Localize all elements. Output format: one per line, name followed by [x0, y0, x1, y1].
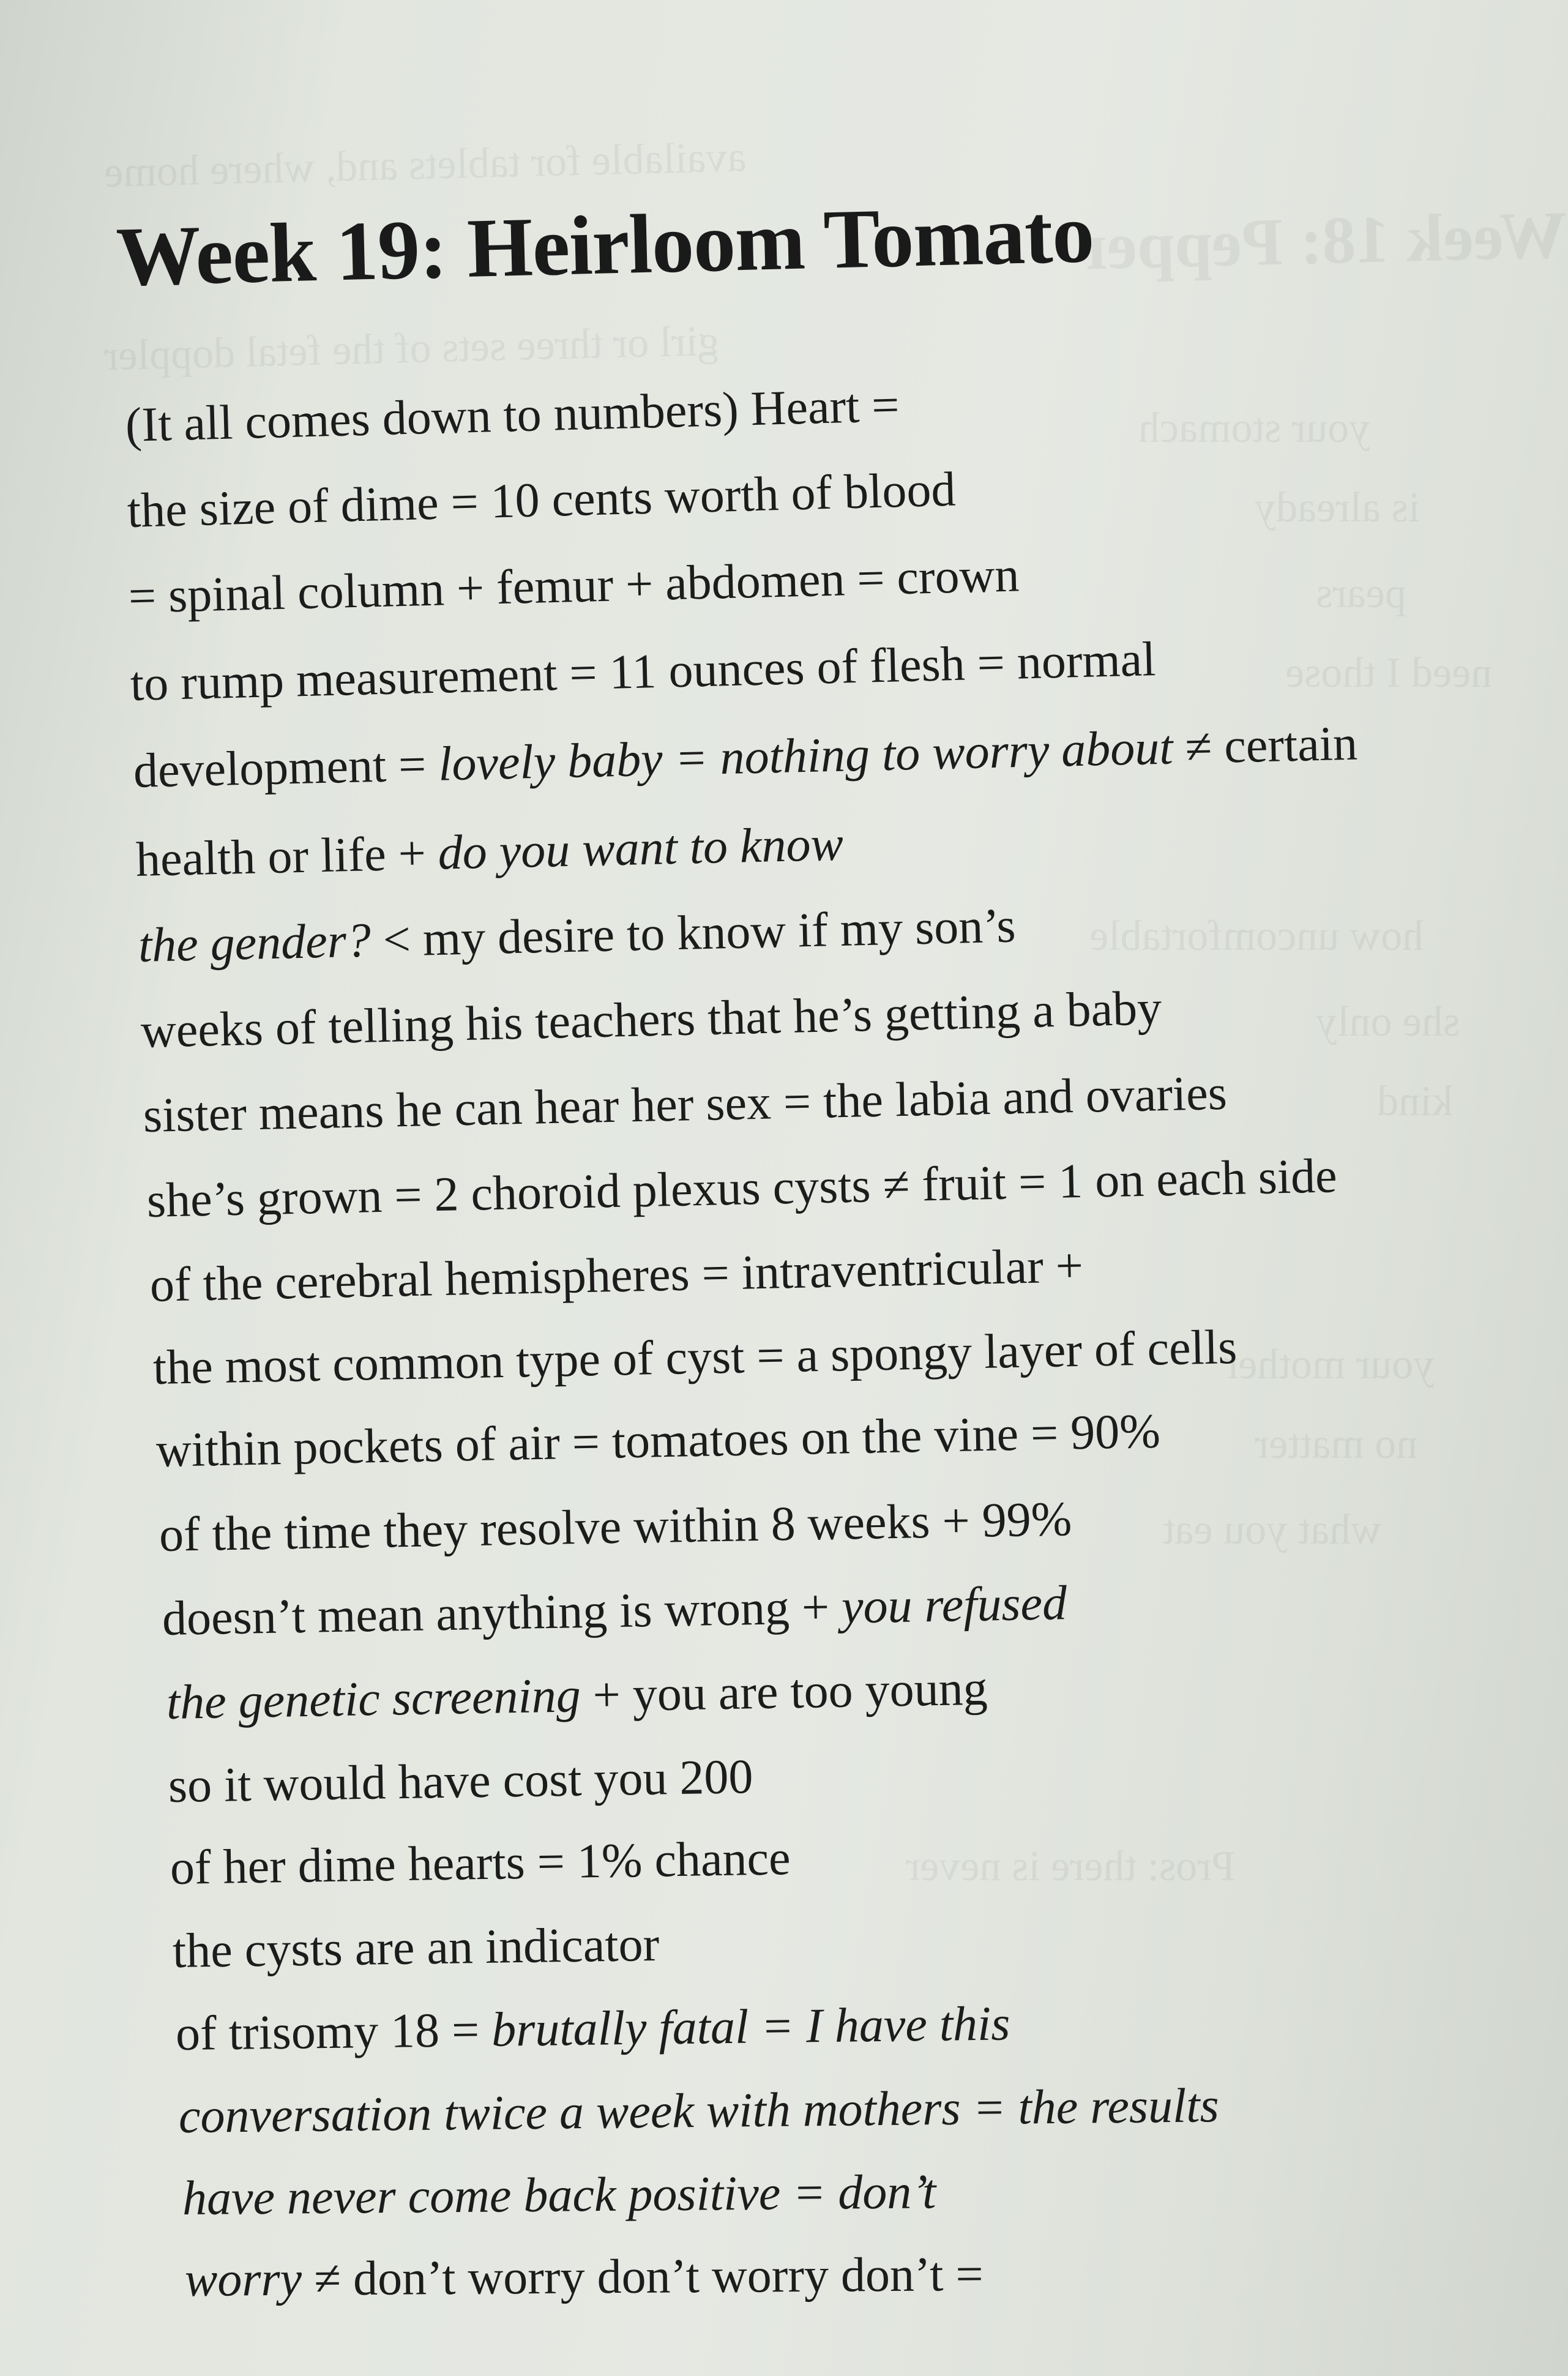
poem-text-segment: of the cerebral hemispheres = intraventricular +	[149, 1239, 1084, 1312]
poem-line	[155, 1404, 1161, 1478]
poem-text-segment: of her dime hearts = 1% chance	[170, 1831, 791, 1895]
poem-italic-segment: worry	[184, 2252, 302, 2307]
poem-italic-segment: have never come back positive = don’t	[182, 2165, 936, 2225]
poem-line	[184, 2247, 984, 2307]
bleed-through-line: she only	[1316, 998, 1460, 1045]
bleed-through-line: your mother	[1224, 1341, 1435, 1388]
poem-line	[179, 2081, 1219, 2141]
poem-text-segment: so it would have cost you 200	[168, 1749, 754, 1813]
poem-text-segment: to rump measurement = 11 ounces of flesh = normal	[129, 632, 1157, 711]
poem-line	[172, 1917, 660, 1978]
poem-line	[143, 1066, 1228, 1143]
poem-line	[159, 1492, 1072, 1562]
bleed-through-line: pears	[1316, 570, 1406, 617]
poem-text-segment: the size of dime = 10 cents worth of blood	[126, 462, 957, 538]
bleed-through-line: Pros: there is never	[906, 1843, 1236, 1890]
poem-text-segment: the most common type of cyst = a spongy layer of cells	[152, 1320, 1238, 1395]
poem-line	[182, 2167, 936, 2223]
bleed-through-line: no matter	[1255, 1421, 1418, 1468]
poem-text-segment: + you are too young	[580, 1661, 988, 1723]
poem-text-segment: sister means he can hear her sex = the labia and ovaries	[143, 1066, 1228, 1143]
poem-line	[152, 1320, 1238, 1395]
poem-text-segment: ≠ certain	[1172, 716, 1358, 775]
bleed-through-line: what you eat	[1163, 1506, 1382, 1553]
bleed-through-line: is already	[1255, 484, 1421, 531]
poem-line	[135, 816, 844, 887]
poem-text-segment: ≠ don’t worry don’t worry don’t =	[301, 2247, 984, 2306]
poem-text-segment: of trisomy 18 =	[175, 2003, 492, 2061]
poem-text-segment: (It all comes down to numbers) Heart =	[124, 378, 900, 452]
bleed-through-line: your stomach	[1138, 405, 1371, 452]
poem-italic-segment: the gender?	[138, 913, 371, 973]
poem-title: Week 19: Heirloom Tomato	[115, 185, 1095, 304]
poem-line	[124, 378, 900, 452]
poem-italic-segment: conversation twice a week with mothers = the results	[178, 2079, 1220, 2143]
bleed-through-line: need I those	[1285, 649, 1493, 697]
poem-line	[133, 716, 1358, 798]
poem-text-segment: < my desire to know if my son’s	[370, 898, 1017, 968]
poem-text-segment: she’s grown = 2 choroid plexus cysts ≠ fruit = 1 on each side	[146, 1149, 1338, 1228]
poem-text-segment: doesn’t mean anything is wrong +	[162, 1580, 842, 1646]
poem-text-segment: = spinal column + femur + abdomen = crown	[127, 548, 1020, 624]
poem-text-segment: development =	[133, 737, 439, 798]
poem-italic-segment: lovely baby = nothing to worry about	[438, 720, 1174, 791]
poem-line	[126, 462, 957, 538]
poem-line	[129, 632, 1157, 711]
poem-line	[168, 1749, 754, 1813]
poem-italic-segment: brutally fatal = I have this	[491, 1997, 1010, 2057]
poem-line	[127, 548, 1020, 624]
poem-line	[146, 1149, 1338, 1228]
poem-line	[162, 1576, 1067, 1646]
poem-line	[166, 1661, 988, 1730]
bleed-through-line: kind	[1377, 1078, 1454, 1125]
poem-line	[149, 1241, 1083, 1310]
poem-text-segment: within pockets of air = tomatoes on the vine = 90%	[155, 1404, 1161, 1478]
poem-line	[175, 1997, 1010, 2061]
poem-italic-segment: do you want to know	[437, 816, 844, 880]
poem-text-segment: weeks of telling his teachers that he’s getting a baby	[140, 981, 1162, 1058]
poem-text-segment: health or life +	[135, 826, 439, 887]
bleed-through-line: how uncomfortable	[1089, 913, 1424, 960]
poem-italic-segment: you refused	[841, 1576, 1067, 1634]
poem-line	[140, 981, 1162, 1058]
poem-line	[138, 898, 1017, 973]
bleed-through-line: available for tablets and, where home	[103, 133, 747, 196]
bleed-through-heading: Week 18: Pepper	[1076, 197, 1568, 284]
poem-text-segment: of the time they resolve within 8 weeks + 99%	[159, 1492, 1072, 1562]
poem-line	[170, 1831, 791, 1895]
bleed-through-line: girl or three sets of the fetal doppler	[103, 317, 720, 380]
poem-italic-segment: the genetic screening	[166, 1668, 581, 1730]
poem-text-segment: the cysts are an indicator	[172, 1917, 660, 1978]
